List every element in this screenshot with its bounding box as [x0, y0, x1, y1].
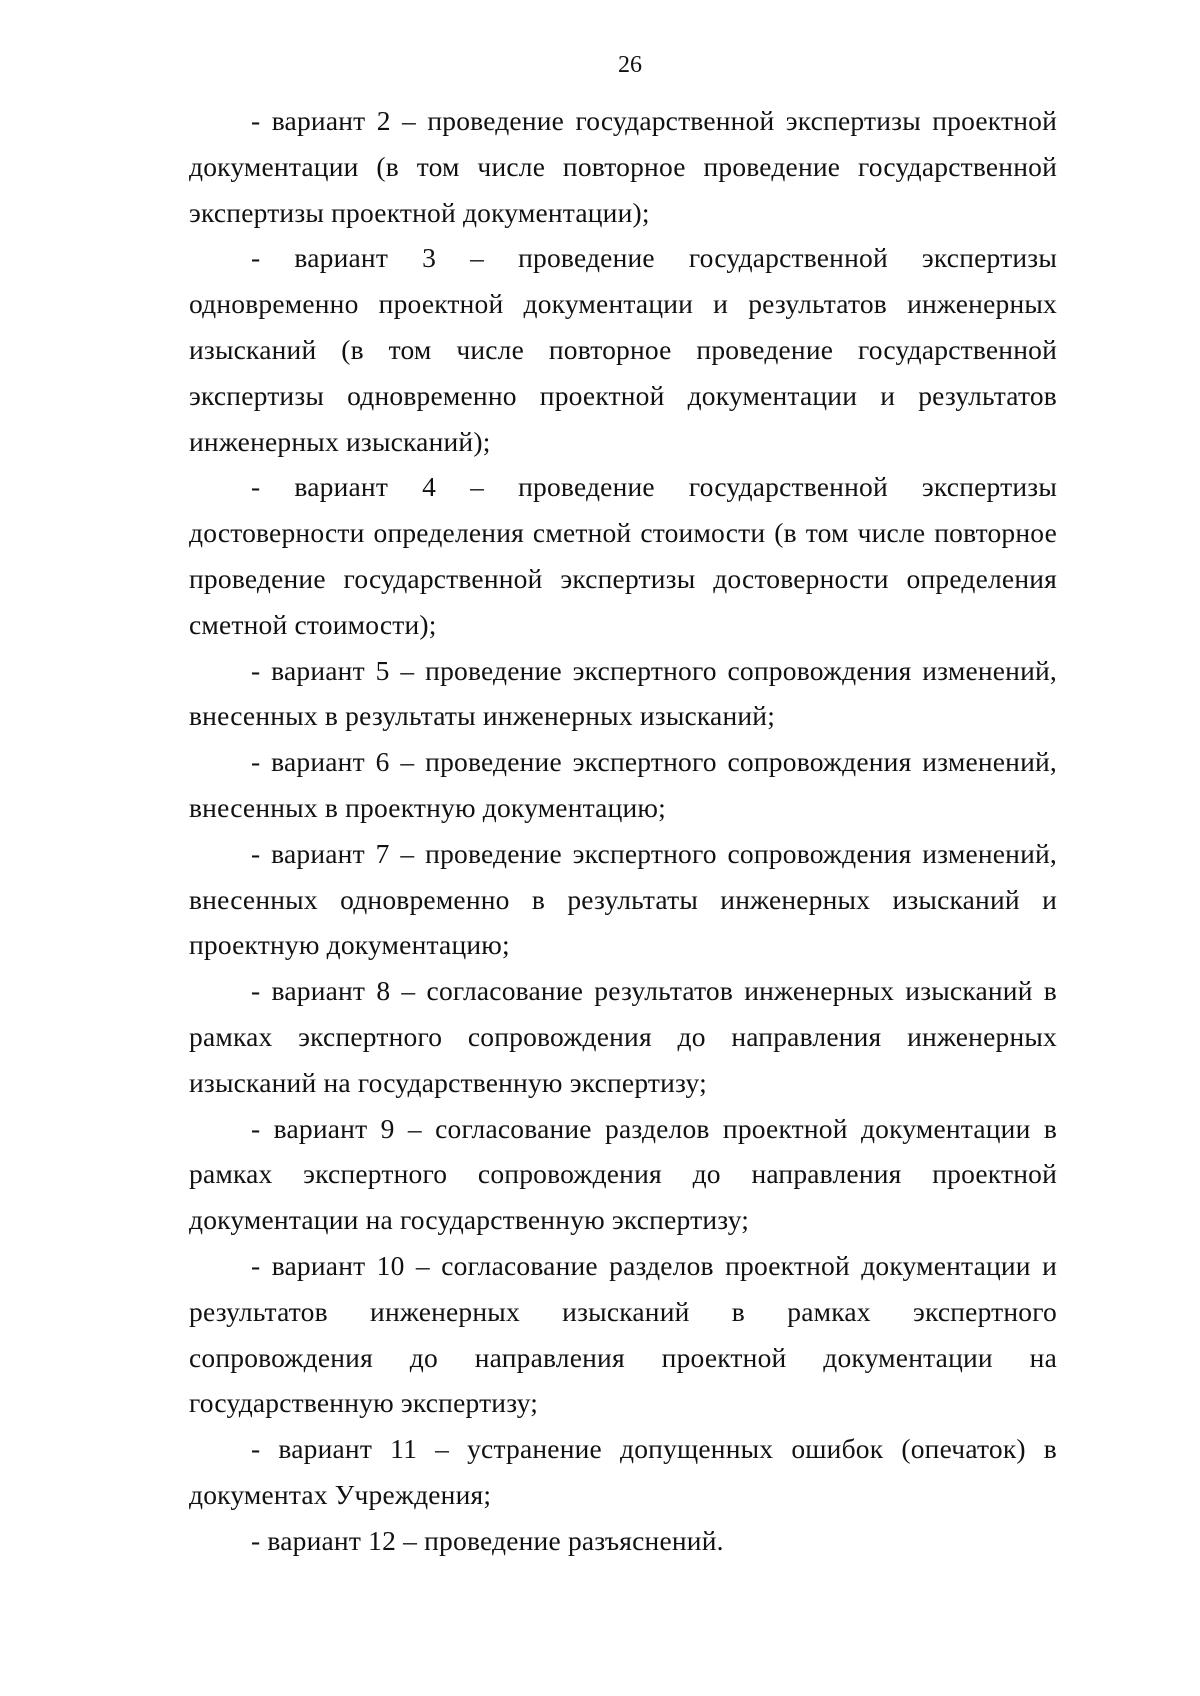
list-item-variant-8: - вариант 8 – согласование результатов инженерных изысканий в рамках экспертного сопровождения до направления инженерных изысканий на государственную экспертизу; [189, 975, 1057, 1098]
list-item-variant-3: - вариант 3 – проведение государственной экспертизы одновременно проектной документации и результатов инженерных изысканий (в том числе повторное проведение государственной экспертизы одновременно проектной документации и результатов инженерных изысканий); [189, 242, 1057, 457]
list-item-variant-6: - вариант 6 – проведение экспертного сопровождения изменений, внесенных в проектную документацию; [189, 746, 1057, 823]
list-item-variant-9: - вариант 9 – согласование разделов проектной документации в рамках экспертного сопровождения до направления проектной документации на государственную экспертизу; [189, 1112, 1057, 1236]
list-item-variant-4: - вариант 4 – проведение государственной экспертизы достоверности определения сметной стоимости (в том числе повторное проведение государственной экспертизы достоверности определения сметной стоимости); [189, 471, 1057, 640]
document-body [189, 98, 1057, 1564]
list-item-variant-12: - вариант 12 – проведение разъяснений. [251, 1524, 724, 1556]
list-item-variant-5: - вариант 5 – проведение экспертного сопровождения изменений, внесенных в результаты инженерных изысканий; [189, 654, 1057, 732]
page-number: 26 [618, 52, 642, 78]
list-item-variant-7: - вариант 7 – проведение экспертного сопровождения изменений, внесенных одновременно в результаты инженерных изысканий и проектную документацию; [189, 837, 1057, 961]
list-item-variant-11: - вариант 11 – устранение допущенных ошибок (опечаток) в документах Учреждения; [189, 1433, 1057, 1510]
list-item-variant-2: - вариант 2 – проведение государственной экспертизы проектной документации (в том числе повторное проведение государственной экспертизы проектной документации); [189, 105, 1057, 228]
list-item-variant-10: - вариант 10 – согласование разделов проектной документации и результатов инженерных изысканий в рамках экспертного сопровождения до направления проектной документации на государственную экспертизу; [189, 1249, 1057, 1419]
